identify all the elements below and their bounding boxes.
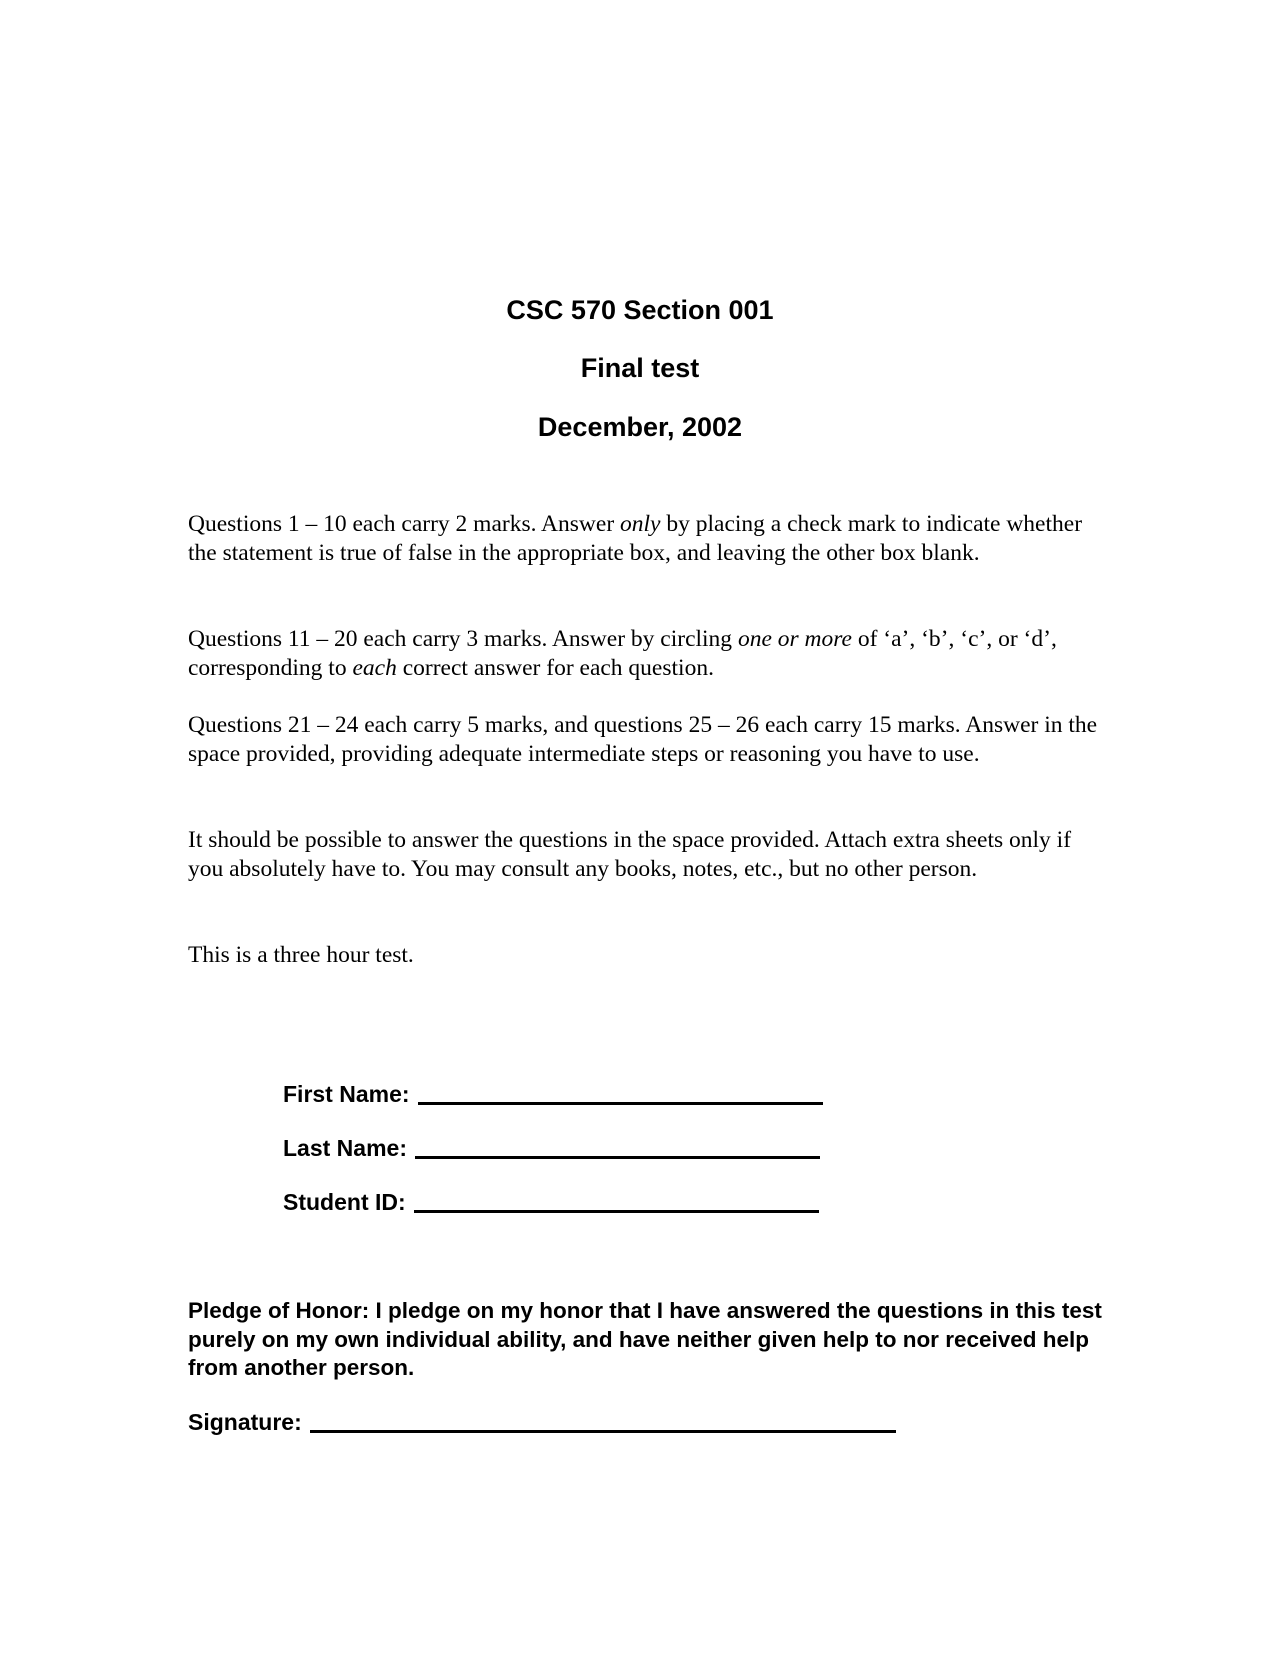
instruction-text: Questions 1 – 10 each carry 2 marks. Answer [188,511,621,537]
test-date: December, 2002 [537,412,743,442]
signature-label: Signature: [188,1409,302,1435]
instruction-paragraph-1 [188,510,1108,568]
course-title: CSC 570 Section 001 [506,295,774,325]
first-name-field[interactable] [418,1102,823,1105]
first-name-label: First Name: [283,1081,410,1107]
instruction-emphasis: each [352,655,397,681]
instruction-paragraph-4: It should be possible to answer the questions in the space provided. Attach extra sheets only if you absolutely have to. You may consult any books, notes, etc., but no other person. [188,827,1072,882]
instruction-text: by placing a check mark to indicate whether the statement is true of false in the appropriate box, and leaving the other box blank. [188,511,1083,566]
test-title: Final test [580,353,700,383]
signature-field[interactable] [310,1430,896,1433]
student-id-label: Student ID: [283,1189,406,1215]
instruction-emphasis: one or more [737,626,852,652]
signature-row [188,1408,896,1436]
student-id-row [283,1188,819,1216]
instruction-emphasis: only [620,511,661,537]
instruction-text: of ‘a’, ‘b’, ‘c’, or ‘d’, corresponding to [188,626,1057,681]
instruction-paragraph-3: Questions 21 – 24 each carry 5 marks, and questions 25 – 26 each carry 15 marks. Answer in the space provided, providing adequate intermediate steps or reasoning you have to use. [188,712,1098,767]
last-name-row [283,1134,820,1162]
first-name-row [283,1080,823,1108]
instruction-paragraph-2 [188,625,1108,683]
instruction-paragraph-5: This is a three hour test. [188,942,414,968]
instruction-text: Questions 11 – 20 each carry 3 marks. Answer by circling [188,626,738,652]
student-id-field[interactable] [414,1210,819,1213]
last-name-field[interactable] [415,1156,820,1159]
pledge-of-honor: Pledge of Honor: I pledge on my honor that I have answered the questions in this test purely on my own individual ability, and have neither given help to nor received help from another person. [188,1298,1102,1380]
instruction-text: correct answer for each question. [396,655,714,681]
last-name-label: Last Name: [283,1135,407,1161]
